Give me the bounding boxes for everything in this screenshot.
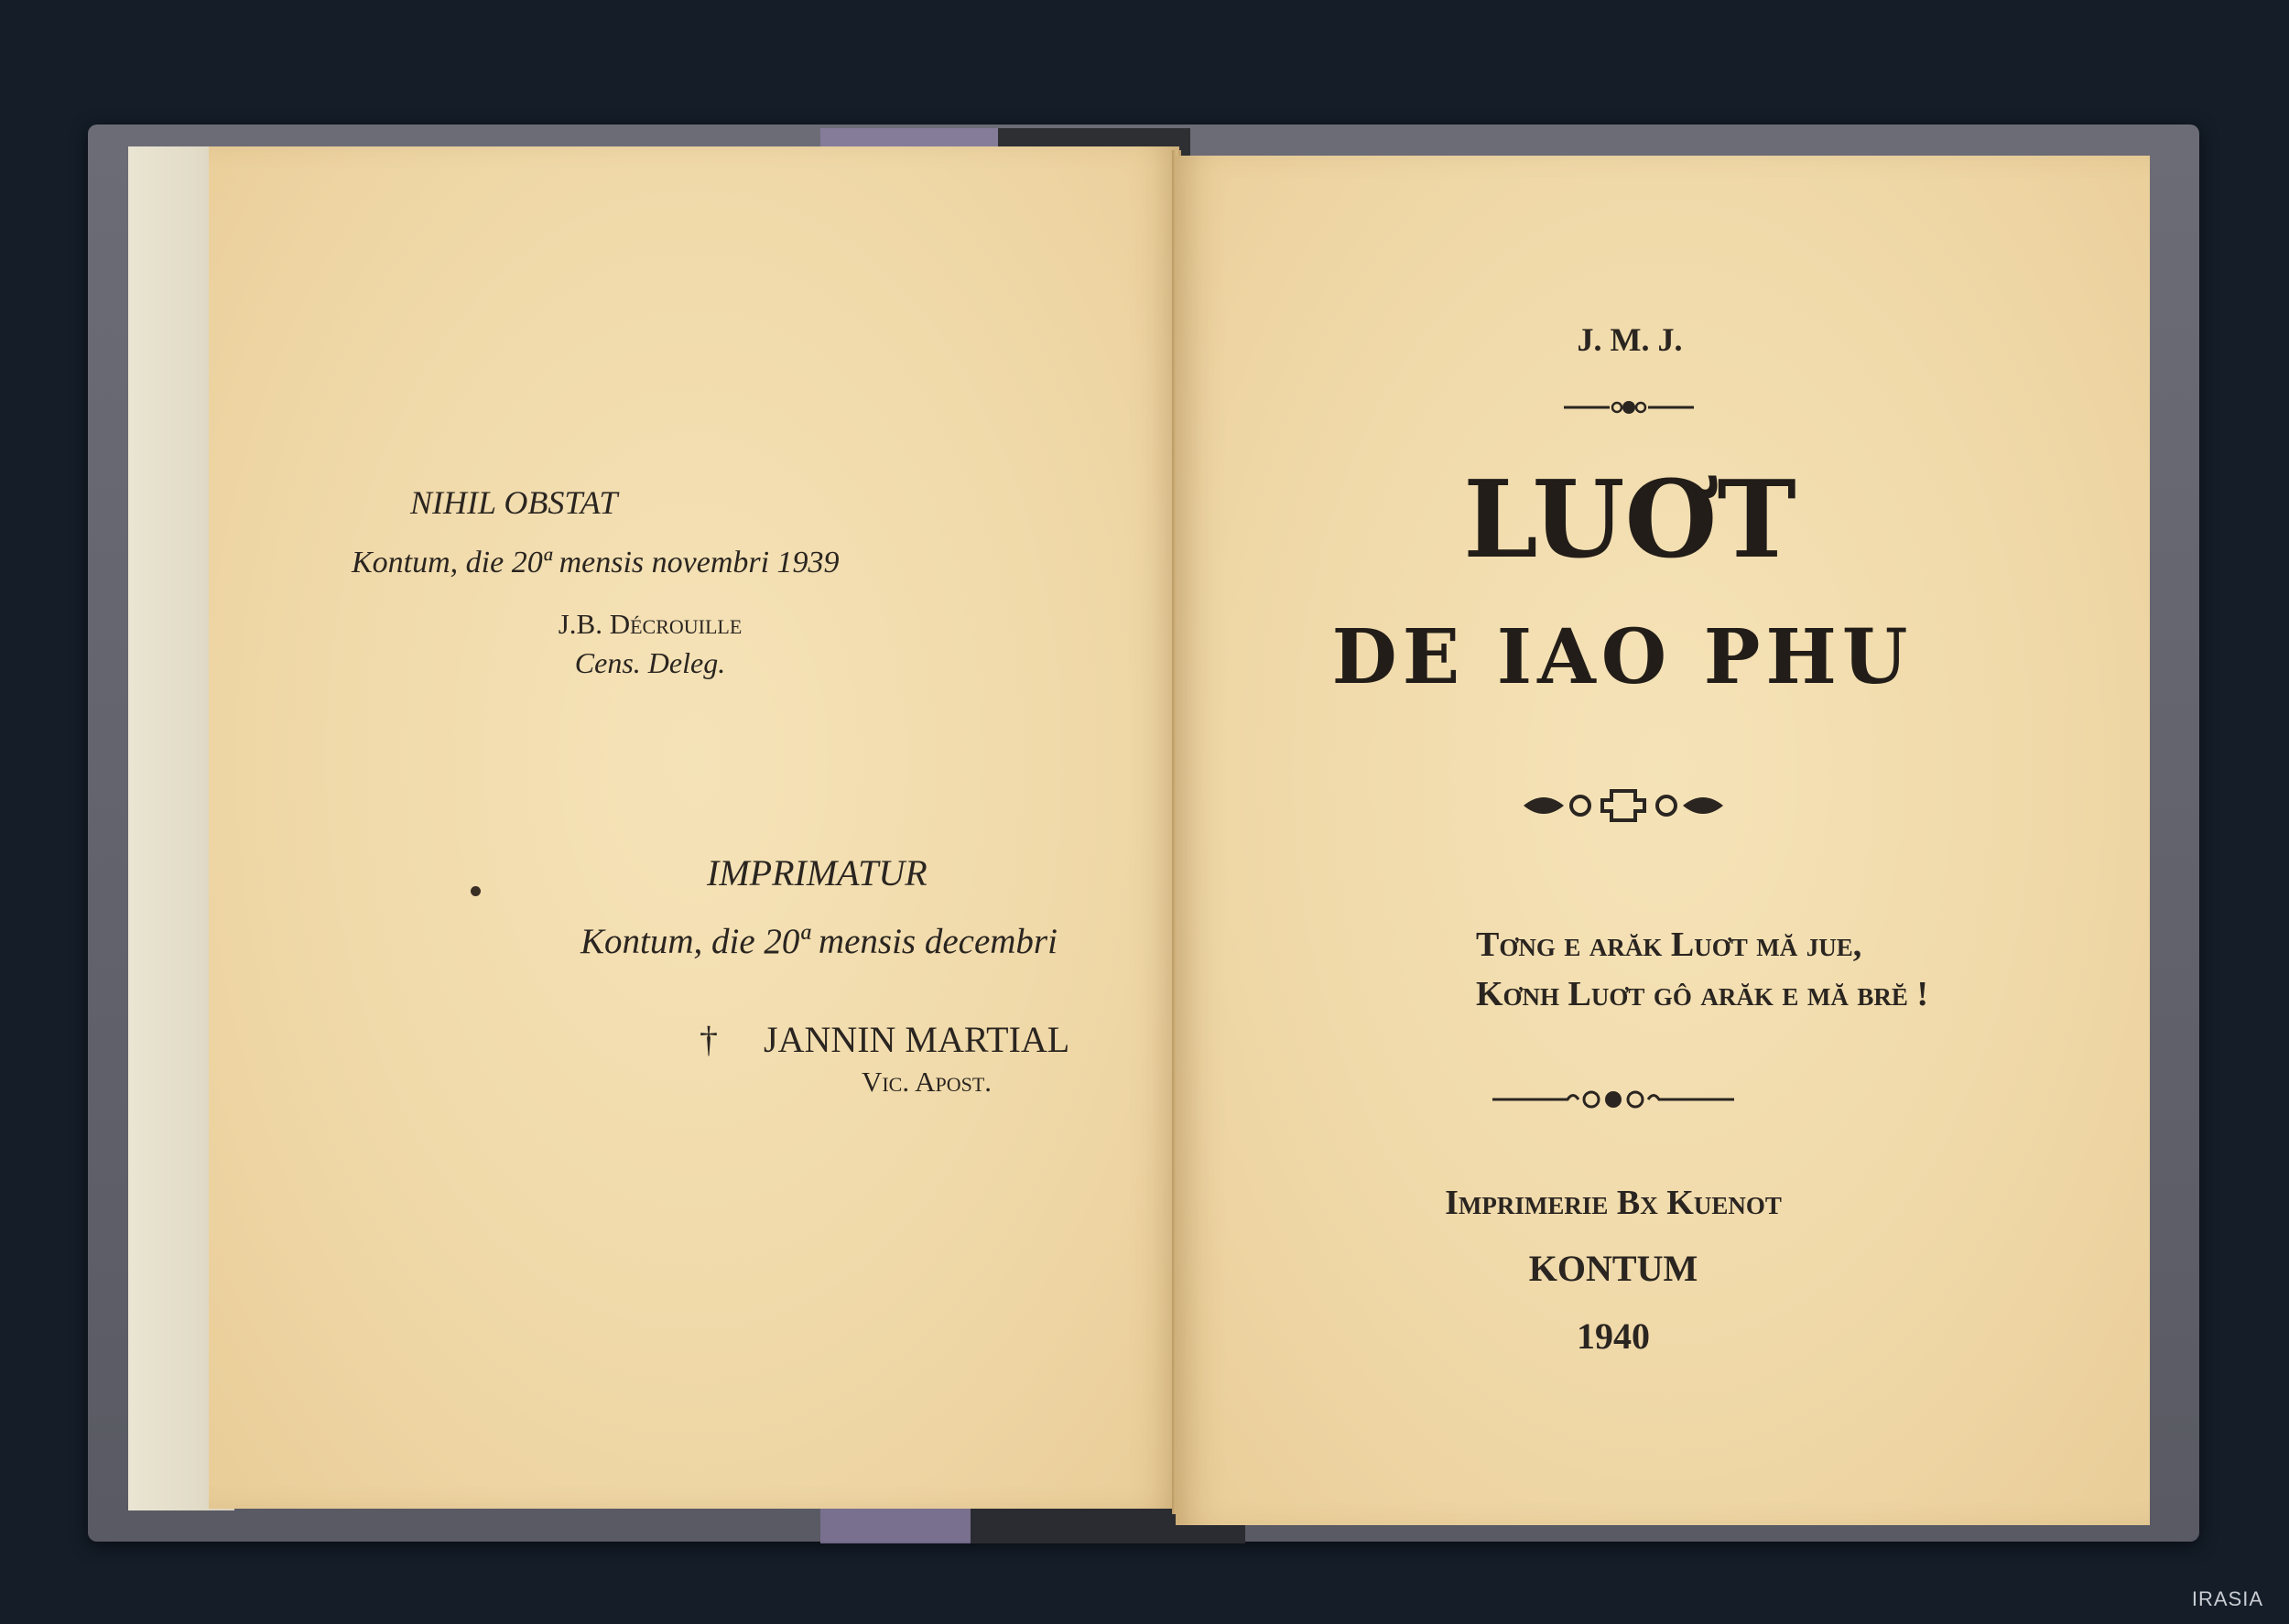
watermark: IRASIA (2191, 1587, 2263, 1610)
printer-name: Imprimerie Bx Kuenot (1445, 1184, 1782, 1222)
printing-city: KONTUM (1528, 1248, 1698, 1289)
scroll-ornament-icon (1489, 1084, 1738, 1115)
censor-title: Cens. Deleg. (574, 646, 726, 679)
imprimatur-place-date: Kontum, die 20ª mensis decembri (580, 922, 1058, 961)
right-page (1176, 156, 2150, 1525)
verse-line-2: Kơnh Luơt gô arăk e mă brĕ ! (1476, 975, 1929, 1013)
ink-spot (471, 886, 481, 896)
nihil-obstat-heading: NIHIL OBSTAT (410, 484, 618, 521)
bishop-title: Vic. Apost. (861, 1066, 993, 1098)
floral-ornament-icon (1520, 780, 1727, 831)
jmj-heading: J. M. J. (1577, 321, 1683, 358)
bishop-name: JANNIN MARTIAL (764, 1019, 1070, 1060)
nihil-obstat-place-date: Kontum, die 20ª mensis novembri 1939 (352, 546, 840, 579)
left-page (209, 146, 1179, 1509)
verse-line-1: Tơng e arăk Luơt mă jue, (1476, 926, 1862, 964)
title-line-2: DE IAO PHU (1331, 613, 1914, 701)
cross-symbol: † (700, 1019, 718, 1060)
imprimatur-heading: IMPRIMATUR (707, 852, 928, 893)
title-line-1: LUƠT (1463, 458, 1796, 582)
printing-year: 1940 (1577, 1315, 1650, 1357)
ornament-small-icon (1562, 394, 1696, 421)
censor-name: J.B. Décrouille (558, 608, 743, 640)
